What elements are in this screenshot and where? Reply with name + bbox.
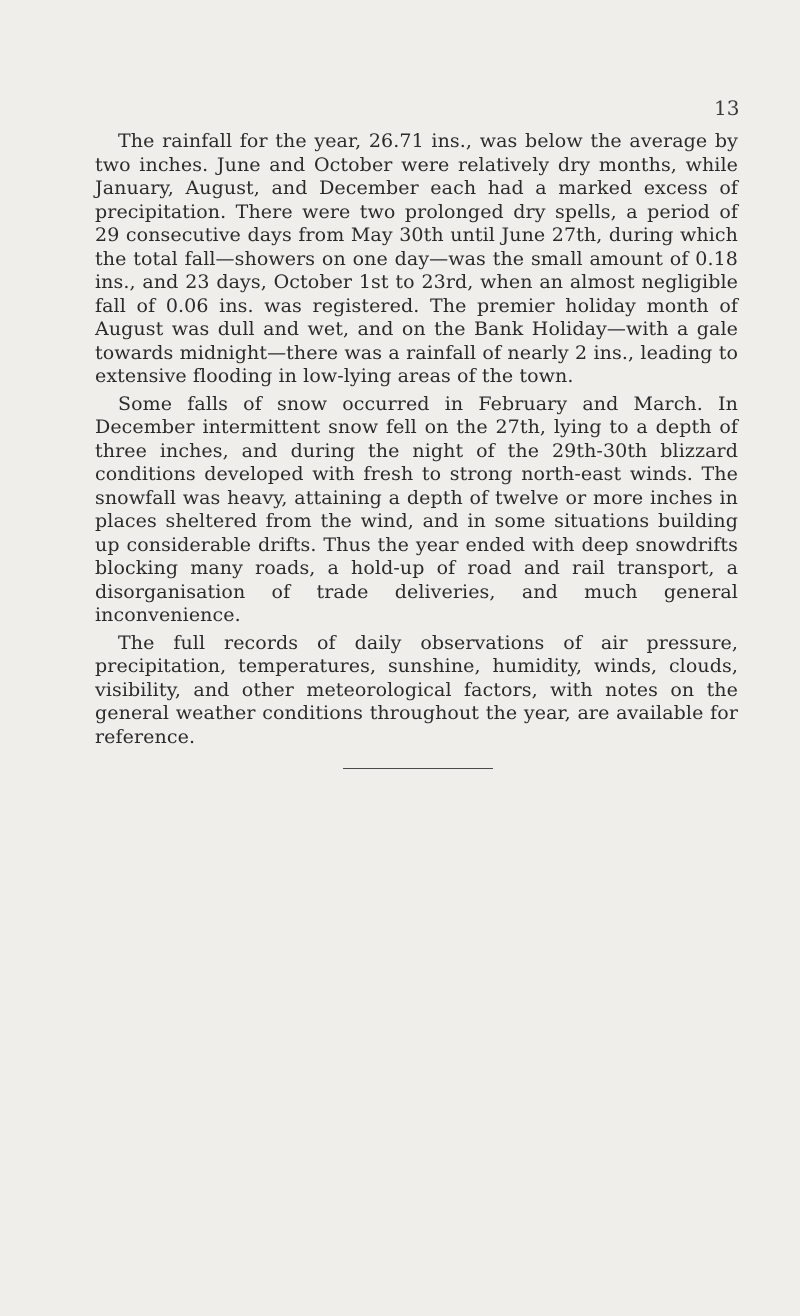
paragraph-records: The full records of daily observations of air pressure, precipitation, temperatures, sunshine, humidity, winds, clouds, visibility, and other meteorological factors, with notes on the general weather conditions throughout the year, are available for reference. [95, 631, 738, 748]
section-divider [343, 768, 493, 769]
body-text [95, 130, 738, 753]
paragraph-snow: Some falls of snow occurred in February and March. In December intermittent snow fell on the 27th, lying to a depth of three inches, and during the night of the 29th-30th blizzard conditions developed with fresh to strong north-east winds. The snowfall was heavy, attaining a depth of twelve or more inches in places sheltered from the wind, and in some situations building up considerable drifts. Thus the year ended with deep snowdrifts blocking many roads, a hold-up of road and rail transport, a disorganisation of trade deliveries, and much general inconvenience. [95, 392, 738, 626]
paragraph-rainfall: The rainfall for the year, 26.71 ins., was below the average by two inches. June and October were relatively dry months, while January, August, and December each had a marked excess of precipitation. There were two prolonged dry spells, a period of 29 consecutive days from May 30th until June 27th, during which the total fall—showers on one day—was the small amount of 0.18 ins., and 23 days, October 1st to 23rd, when an almost negligible fall of 0.06 ins. was registered. The premier holiday month of August was dull and wet, and on the Bank Holiday—with a gale towards midnight—there was a rainfall of nearly 2 ins., leading to extensive flooding in low-lying areas of the town. [95, 130, 738, 387]
page-number: 13 [714, 96, 740, 120]
